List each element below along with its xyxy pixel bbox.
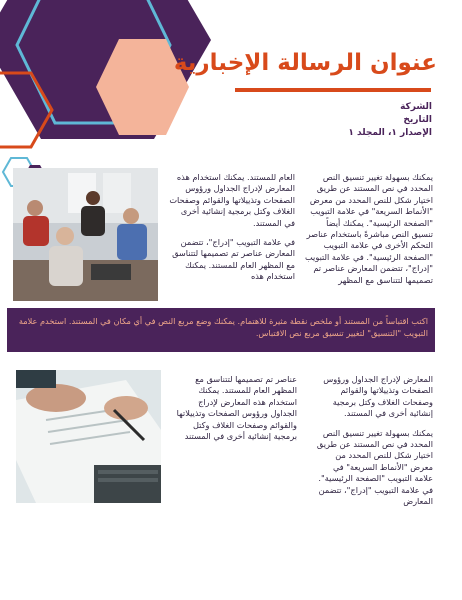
paragraph: يمكنك بسهولة تغيير تنسيق النص المحدد في نص المستند عن طريق اختيار شكل للنص المحدد من معرض "الأنماط السريعة" في علامة التبويب "الصفحة الرئيسية". يمكنك أيضاً تنسيق النص مباشرةً باستخدام عناصر التحكم الأخرى في علامة التبويب "الصفحة الرئيسية". في علامة التبويب "إدراج"، تتضمن المعارض عناصر تم تصميمها لتتناسق مع المظهر <box>305 172 433 285</box>
paragraph: يمكنك بسهولة تغيير تنسيق النص المحدد في نص المستند عن طريق اختيار شكل للنص المحدد من معرض "الأنماط السريعة" في علامة التبويب "الصفحة الرئيسية". في علامة التبويب "إدراج"، تتضمن المعارض <box>316 427 433 507</box>
paragraph: عناصر تم تصميمها لتتناسق مع المظهر العام للمستند. يمكنك استخدام هذه المعارض لإدراج الجداول ورؤوس الصفحات وتذييلاتها والقوائم وصفحات الغلاف وكتل برمجية إنشائية أخرى في المستند <box>176 374 297 442</box>
title-underline <box>235 88 431 92</box>
paragraph: المعارض لإدراج الجداول ورؤوس الصفحات وتذييلاتها والقوائم وصفحات الغلاف وكتل برمجية إنشائية أخرى في المستند. <box>323 374 433 419</box>
issue-volume: الإصدار ١، المجلد ١ <box>348 128 432 138</box>
paragraph: العام للمستند. يمكنك استخدام هذه المعارض لإدراج الجداول ورؤوس الصفحات وتذييلاتها والقوائم وصفحات الغلاف وكتل برمجية إنشائية أخرى في المستند. <box>169 172 295 228</box>
section1-middle-column <box>168 172 295 291</box>
company-name: الشركة <box>400 102 432 112</box>
paperwork-laptop-photo <box>16 370 161 503</box>
section2-right-column <box>313 374 433 515</box>
section2-middle-column <box>170 374 297 450</box>
newsletter-date: التاريخ <box>403 115 432 125</box>
section1-right-column <box>303 172 433 294</box>
newsletter-title: عنوان الرسالة الإخبارية <box>173 50 437 76</box>
pull-quote-text: اكتب اقتباساً من المستند أو ملخص نقطة مثيرة للاهتمام. يمكنك وضع مربع النص في أي مكان في المستند. استخدم علامة التبويب "التنسيق" لتغيير تنسيق مربع نص الاقتباس. <box>18 316 428 338</box>
paragraph: في علامة التبويب "إدراج"، تتضمن المعارض عناصر تم تصميمها لتتناسق مع المظهر العام للمستند. يمكنك استخدام هذه <box>172 237 295 282</box>
team-meeting-photo <box>13 168 158 301</box>
